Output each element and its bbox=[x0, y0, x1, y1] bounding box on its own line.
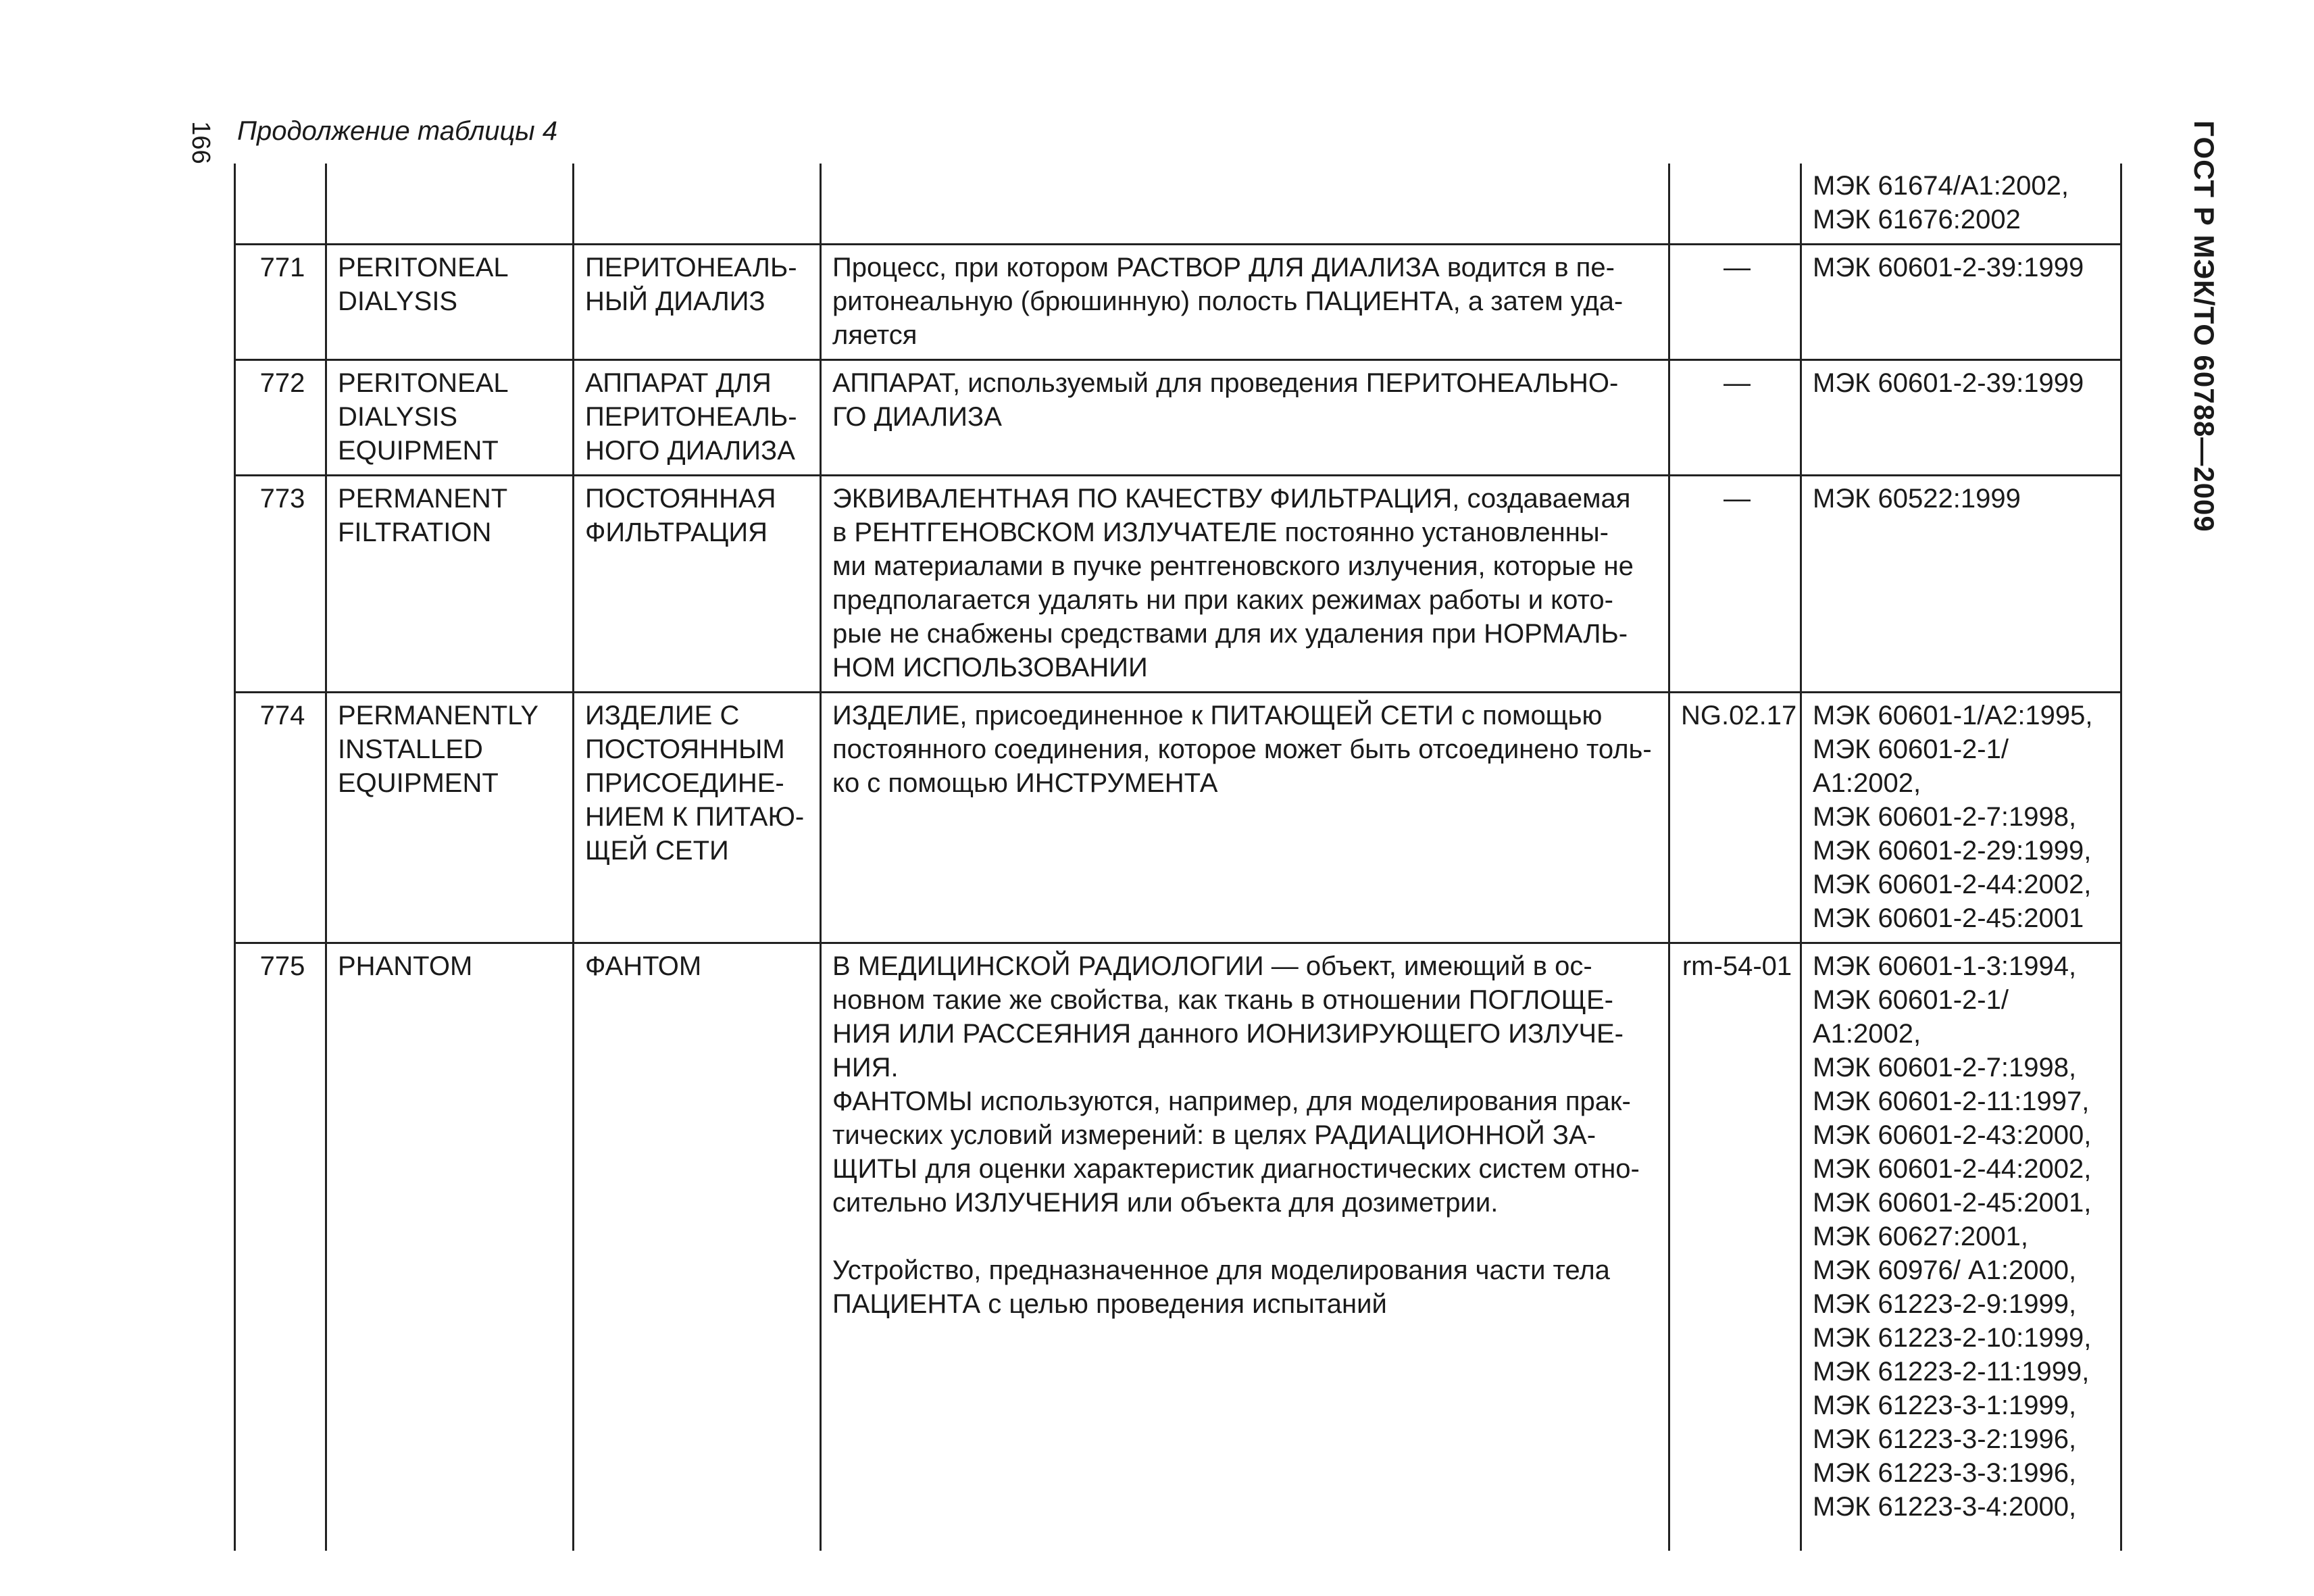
cell-definition bbox=[821, 360, 1669, 476]
definition-line: ФАНТОМЫ используются, например, для моделирования прак- bbox=[832, 1087, 1631, 1116]
cell-number: 774 bbox=[235, 693, 326, 943]
table-row-term-774 bbox=[235, 693, 2121, 943]
definition-line: ИЗДЕЛИЕ, присоединенное к ПИТАЮЩЕЙ СЕТИ с помощью bbox=[832, 701, 1603, 730]
reference-line: МЭК 60976/ А1:2000, bbox=[1813, 1255, 2077, 1285]
reference-line: МЭК 61223-3-4:2000, bbox=[1813, 1492, 2077, 1522]
cell-term-ru bbox=[574, 693, 821, 943]
cell-number bbox=[235, 164, 326, 245]
cell-code: — bbox=[1669, 476, 1801, 693]
definition-line: предполагается удалять ни при каких режимах работы и кото- bbox=[832, 585, 1613, 615]
reference-line: МЭК 61223-2-10:1999, bbox=[1813, 1323, 2092, 1353]
cell-term-ru bbox=[574, 360, 821, 476]
term-ru-line: ФАНТОМ bbox=[585, 951, 702, 981]
cell-references bbox=[1801, 476, 2121, 693]
cell-number: 773 bbox=[235, 476, 326, 693]
cell-term-en bbox=[326, 360, 574, 476]
reference-line: МЭК 60601-2-11:1997, bbox=[1813, 1087, 2090, 1116]
cell-number: 772 bbox=[235, 360, 326, 476]
term-en-line: PERITONEAL bbox=[338, 368, 509, 398]
cell-references bbox=[1801, 164, 2121, 245]
reference-line: МЭК 60601-2-44:2002, bbox=[1813, 870, 2092, 899]
reference-line: МЭК 60601-2-7:1998, bbox=[1813, 802, 2077, 832]
term-en-line: EQUIPMENT bbox=[338, 436, 499, 466]
cell-term-ru bbox=[574, 164, 821, 245]
reference-line: МЭК 61676:2002 bbox=[1813, 205, 2021, 234]
cell-term-ru bbox=[574, 476, 821, 693]
term-ru-line: НИЕМ К ПИТАЮ- bbox=[585, 802, 805, 832]
term-ru-line: ЩЕЙ СЕТИ bbox=[585, 836, 729, 866]
definition-line: сительно ИЗЛУЧЕНИЯ или объекта для дозиметрии. bbox=[832, 1188, 1499, 1218]
term-en-line: PHANTOM bbox=[338, 951, 473, 981]
reference-line: МЭК 61223-2-11:1999, bbox=[1813, 1357, 2090, 1387]
cell-code: — bbox=[1669, 360, 1801, 476]
reference-line: МЭК 60601-2-1/А1:2002, bbox=[1813, 985, 2009, 1049]
standard-designation-text: ГОСТ Р МЭК/ТО 60788—2009 bbox=[2188, 120, 2220, 532]
cell-term-en bbox=[326, 693, 574, 943]
reference-line: МЭК 60601-2-43:2000, bbox=[1813, 1120, 2092, 1150]
cell-term-en bbox=[326, 164, 574, 245]
reference-line: МЭК 61674/А1:2002, bbox=[1813, 171, 2069, 201]
standard-designation bbox=[2182, 120, 2225, 532]
reference-line: МЭК 60601-2-1/А1:2002, bbox=[1813, 734, 2009, 798]
definition-line bbox=[832, 1220, 1661, 1253]
definition-line: ПАЦИЕНТА с целью проведения испытаний bbox=[832, 1289, 1387, 1319]
reference-line: МЭК 60601-2-39:1999 bbox=[1813, 253, 2084, 282]
cell-definition bbox=[821, 164, 1669, 245]
table-row-term-771 bbox=[235, 245, 2121, 360]
reference-line: МЭК 60601-2-44:2002, bbox=[1813, 1154, 2092, 1184]
definition-line: НИЯ ИЛИ РАССЕЯНИЯ данного ИОНИЗИРУЮЩЕГО ИЗЛУЧЕ- bbox=[832, 1019, 1624, 1049]
page-number: 166 bbox=[186, 121, 216, 164]
table-row-continued bbox=[235, 164, 2121, 245]
cell-references bbox=[1801, 943, 2121, 1551]
table-row-term-772 bbox=[235, 360, 2121, 476]
cell-definition bbox=[821, 476, 1669, 693]
term-ru-line: ПОСТОЯННЫМ bbox=[585, 734, 785, 764]
cell-number: 775 bbox=[235, 943, 326, 1551]
reference-line: МЭК 60601-2-7:1998, bbox=[1813, 1053, 2077, 1082]
definition-line: ми материалами в пучке рентгеновского излучения, которые не bbox=[832, 551, 1634, 581]
reference-line: МЭК 61223-3-2:1996, bbox=[1813, 1424, 2077, 1454]
definition-line: постоянного соединения, которое может быть отсоединено толь- bbox=[832, 734, 1652, 764]
terms-table-body bbox=[235, 164, 2121, 1551]
definition-line: тических условий измерений: в целях РАДИАЦИОННОЙ ЗА- bbox=[832, 1120, 1596, 1150]
cell-number: 771 bbox=[235, 245, 326, 360]
term-en-line: FILTRATION bbox=[338, 518, 492, 547]
term-ru-line: НЫЙ ДИАЛИЗ bbox=[585, 286, 765, 316]
term-en-line: EQUIPMENT bbox=[338, 768, 499, 798]
cell-term-ru bbox=[574, 943, 821, 1551]
table-row-term-775 bbox=[235, 943, 2121, 1551]
reference-line: МЭК 61223-3-3:1996, bbox=[1813, 1458, 2077, 1488]
definition-line: ЩИТЫ для оценки характеристик диагностических систем отно- bbox=[832, 1154, 1640, 1184]
table-row-term-773 bbox=[235, 476, 2121, 693]
reference-line: МЭК 60601-1/А2:1995, bbox=[1813, 701, 2093, 730]
definition-line: ГО ДИАЛИЗА bbox=[832, 402, 1002, 432]
reference-line: МЭК 61223-2-9:1999, bbox=[1813, 1289, 2077, 1319]
term-ru-line: ПЕРИТОНЕАЛЬ- bbox=[585, 402, 797, 432]
definition-line: НИЯ. bbox=[832, 1053, 899, 1082]
definition-line: ЭКВИВАЛЕНТНАЯ ПО КАЧЕСТВУ ФИЛЬТРАЦИЯ, создаваемая bbox=[832, 484, 1631, 514]
definition-line: новном такие же свойства, как ткань в отношении ПОГЛОЩЕ- bbox=[832, 985, 1613, 1015]
cell-term-ru bbox=[574, 245, 821, 360]
term-ru-line: НОГО ДИАЛИЗА bbox=[585, 436, 795, 466]
table-continuation-caption: Продолжение таблицы 4 bbox=[237, 116, 558, 146]
definition-line: Процесс, при котором РАСТВОР ДЛЯ ДИАЛИЗА водится в пе- bbox=[832, 253, 1615, 282]
reference-line: МЭК 60601-1-3:1994, bbox=[1813, 951, 2077, 981]
cell-code bbox=[1669, 164, 1801, 245]
cell-term-en bbox=[326, 943, 574, 1551]
cell-code: NG.02.17 bbox=[1669, 693, 1801, 943]
definition-line: ляется bbox=[832, 320, 917, 350]
reference-line: МЭК 60601-2-45:2001 bbox=[1813, 903, 2084, 933]
cell-definition bbox=[821, 693, 1669, 943]
definition-line: НОМ ИСПОЛЬЗОВАНИИ bbox=[832, 653, 1148, 682]
term-en-line: PERMANENTLY bbox=[338, 701, 539, 730]
definition-line: в РЕНТГЕНОВСКОМ ИЗЛУЧАТЕЛЕ постоянно установленны- bbox=[832, 518, 1609, 547]
term-ru-line: АППАРАТ ДЛЯ bbox=[585, 368, 772, 398]
reference-line: МЭК 60601-2-29:1999, bbox=[1813, 836, 2092, 866]
cell-code: rm-54-01 bbox=[1669, 943, 1801, 1551]
term-en-line: DIALYSIS bbox=[338, 402, 458, 432]
term-en-line: PERITONEAL bbox=[338, 253, 509, 282]
cell-references bbox=[1801, 693, 2121, 943]
term-en-line: DIALYSIS bbox=[338, 286, 458, 316]
cell-code: — bbox=[1669, 245, 1801, 360]
reference-line: МЭК 60601-2-39:1999 bbox=[1813, 368, 2084, 398]
cell-term-en bbox=[326, 245, 574, 360]
definition-line: ко с помощью ИНСТРУМЕНТА bbox=[832, 768, 1218, 798]
definition-line: В МЕДИЦИНСКОЙ РАДИОЛОГИИ — объект, имеющий в ос- bbox=[832, 951, 1592, 981]
reference-line: МЭК 60601-2-45:2001, bbox=[1813, 1188, 2092, 1218]
term-ru-line: ПЕРИТОНЕАЛЬ- bbox=[585, 253, 797, 282]
cell-definition bbox=[821, 245, 1669, 360]
definition-line: АППАРАТ, используемый для проведения ПЕРИТОНЕАЛЬНО- bbox=[832, 368, 1619, 398]
term-ru-line: ФИЛЬТРАЦИЯ bbox=[585, 518, 768, 547]
term-ru-line: ИЗДЕЛИЕ С bbox=[585, 701, 740, 730]
term-ru-line: ПОСТОЯННАЯ bbox=[585, 484, 776, 514]
cell-references bbox=[1801, 360, 2121, 476]
cell-term-en bbox=[326, 476, 574, 693]
terms-table bbox=[234, 164, 2122, 1551]
definition-line: Устройство, предназначенное для моделирования части тела bbox=[832, 1255, 1610, 1285]
reference-line: МЭК 60522:1999 bbox=[1813, 484, 2021, 514]
cell-definition bbox=[821, 943, 1669, 1551]
cell-references bbox=[1801, 245, 2121, 360]
term-en-line: INSTALLED bbox=[338, 734, 483, 764]
reference-line: МЭК 60627:2001, bbox=[1813, 1222, 2028, 1251]
term-ru-line: ПРИСОЕДИНЕ- bbox=[585, 768, 784, 798]
reference-line: МЭК 61223-3-1:1999, bbox=[1813, 1391, 2077, 1420]
definition-line: ритонеальную (брюшинную) полость ПАЦИЕНТА, а затем уда- bbox=[832, 286, 1624, 316]
term-en-line: PERMANENT bbox=[338, 484, 508, 514]
definition-line: рые не снабжены средствами для их удаления при НОРМАЛЬ- bbox=[832, 619, 1628, 649]
